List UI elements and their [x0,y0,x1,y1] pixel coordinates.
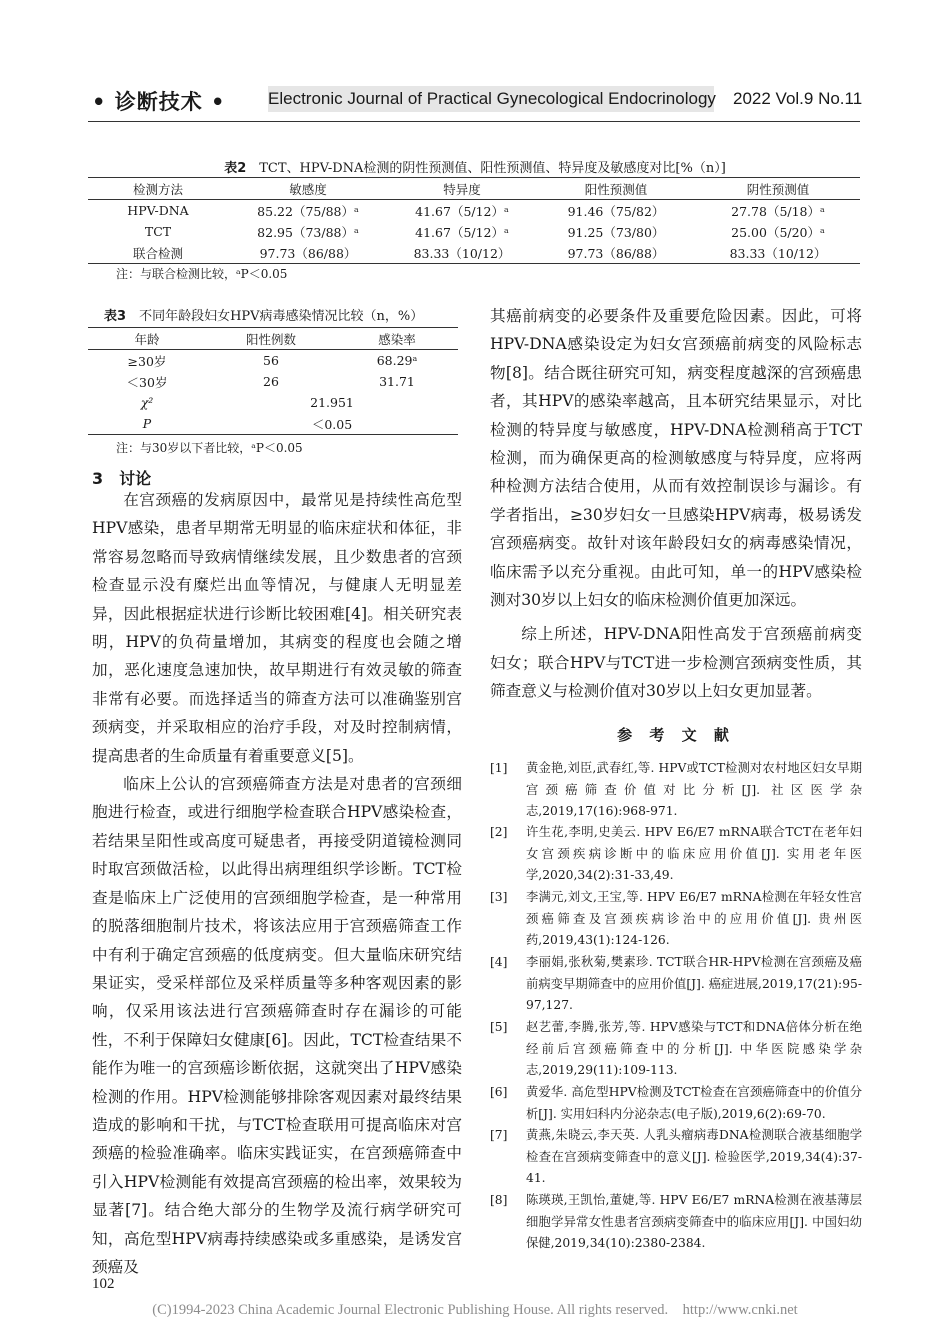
p-value: ＜0.05 [206,413,458,435]
table-cell: 97.73（86/88） [536,242,696,264]
section-heading: 3 讨论 [92,469,152,488]
issue-info: 2022 Vol.9 No.11 [733,89,863,108]
paragraph: 综上所述，HPV-DNA阳性高发于宫颈癌前病变妇女；联合HPV与TCT进一步检测宫颈病变性质，其筛查意义与检测价值对30岁以上妇女更加显著。 [490,625,862,701]
table-cell: 26 [263,374,279,389]
reference-item [490,1190,862,1255]
reference-number: [2] [490,825,508,839]
chi-label: χ² [140,395,154,410]
table-cell: 83.33（10/12） [388,242,536,264]
reference-text: 黄燕,朱晓云,李天英. 人乳头瘤病毒DNA检测联合液基细胞学检查在宫颈病变筛查中的意义[J]. 检验医学,2019,34(4):37-41. [526,1128,862,1185]
table-cell: 97.73（86/88） [228,242,388,264]
reference-text: 赵艺蕾,李腾,张芳,等. HPV感染与TCT和DNA倍体分析在绝经前后宫颈癌筛查中的分析[J]. 中华医院感染学杂志,2019,29(11):109-113. [526,1020,862,1077]
reference-number: [7] [490,1128,508,1142]
reference-number: [5] [490,1020,508,1034]
table-row [88,350,458,372]
table-cell: 41.67（5/12）ᵃ [415,203,509,219]
table-cell: 25.00（5/20）ᵃ [731,224,825,240]
reference-item [490,952,862,1017]
table-cell: 82.95（73/88）ᵃ [257,224,359,240]
table2 [88,177,860,264]
table3-label: 表3 [104,309,127,324]
reference-text: 李满元,刘文,王宝,等. HPV E6/E7 mRNA检测在年轻女性宫颈癌筛查及宫颈疾病诊治中的应用价值[J]. 贵州医药,2019,43(1):124-126. [526,890,862,947]
reference-item [490,758,862,823]
table-cell: ＜30岁 [126,374,168,390]
paragraph: 临床上公认的宫颈癌筛查方法是对患者的宫颈细胞进行检查，或进行细胞学检查联合HPV感染检查，若结果呈阳性或高度可疑患者，再接受阴道镜检测同时取宫颈做活检，以此得出病理组织学诊断。TCT检查是临床上广泛使用的宫颈细胞学检查，是一种常用的脱落细胞制片技术，将该法应用于宫颈癌筛查工作中有利于确定宫颈癌的低度病变。但大量临床研究结果证实，受采样部位及采样质量等多种客观因素的影响，仅采用该法进行宫颈癌筛查时存在漏诊的可能性，不利于保障妇女健康[6]。因此，TCT检查结果不能作为唯一的宫颈癌诊断依据，这就突出了HPV感染检测的作用。HPV检测能够排除客观因素对最终结果造成的影响和干扰，与TCT检查联用可提高临床对宫颈癌的检验准确率。临床实践证实，在宫颈癌筛查中引入HPV检测能有效提高宫颈癌的检出率，效果较为显著[7]。结合绝大部分的生物学及流行病学研究可知，高危型HPV病毒持续感染或多重感染，是诱发宫颈癌及 [92,775,462,1276]
table-row [88,371,458,392]
p-label: P [88,413,206,435]
table-cell: 83.33（10/12） [696,242,860,264]
header-rule [88,121,860,122]
reference-number: [6] [490,1085,508,1099]
table2-col-ppv: 阳性预测值 [536,178,696,200]
table-cell: 91.46（75/82） [567,203,665,219]
table3-header-row [88,328,458,350]
table-cell: 56 [263,353,279,368]
table2-label: 表2 [224,161,247,176]
table-row [88,200,860,222]
page-number: 102 [92,1276,115,1292]
table-cell: TCT [144,224,172,239]
reference-text: 李丽娟,张秋菊,樊素珍. TCT联合HR-HPV检测在宫颈癌及癌前病变早期筛查中的应用价值[J]. 癌症进展,2019,17(21):95-97,127. [526,955,862,1012]
paragraph: 在宫颈癌的发病原因中，最常见是持续性高危型HPV感染，患者早期常无明显的临床症状和体征，非常容易忽略而导致病情继续发展，且少数患者的宫颈检查显示没有糜烂出血等情况，与健康人无明显差异，因此根据症状进行诊断比较困难[4]。相关研究表明，HPV的负荷量增加，其病变的程度也会随之增加，恶化速度急速加快，故早期进行有效灵敏的筛查非常有必要。而选择适当的筛查方法可以准确鉴别宫颈病变，并采取相应的治疗手段，对及时控制病情，提高患者的生命质量有着重要意义[5]。 [92,491,462,765]
table3-caption [104,305,423,324]
reference-item [490,1125,862,1190]
reference-text: 陈瑛瑛,王凯怡,董婕,等. HPV E6/E7 mRNA检测在液基薄层细胞学异常女性患者宫颈病变筛查中的临床应用[J]. 中国妇幼保健,2019,34(10):2380-2384. [526,1193,862,1250]
table-cell: 31.71 [379,374,415,389]
table3-col-rate: 感染率 [336,328,458,350]
paragraph: 其癌前病变的必要条件及重要危险因素。因此，可将HPV-DNA感染设定为妇女宫颈癌前病变的风险标志物[8]。结合既往研究可知，病变程度越深的宫颈癌患者，其HPV的感染率越高，且本研究结果显示，对比检测的特异度与敏感度，HPV-DNA检测稍高于TCT检测，而为确保更高的检测敏感度与特异度，应将两种检测方法结合使用，从而有效控制误诊与漏诊。有学者指出，≥30岁妇女一旦感染HPV病毒，极易诱发宫颈癌病变。故针对该年龄段妇女的病毒感染情况，临床需予以充分重视。由此可知，单一的HPV感染检测对30岁以上妇女的临床检测价值更加深远。 [490,307,862,610]
table-cell: 41.67（5/12）ᵃ [415,224,509,240]
reference-number: [3] [490,890,508,904]
table-cell: 91.25（73/80） [567,224,665,240]
table2-caption [0,157,950,176]
references-title: 参 考 文 献 [617,726,735,744]
table-cell: 85.22（75/88）ᵃ [257,203,359,219]
table2-note: 注：与联合检测比较，ᵃP＜0.05 [116,267,288,281]
table-cell: 68.29ᵃ [376,353,418,368]
table2-caption-text: TCT、HPV-DNA检测的阴性预测值、阳性预测值、特异度及敏感度对比[%（n）] [259,161,726,176]
reference-number: [1] [490,761,508,775]
right-column [490,302,862,706]
reference-number: [4] [490,955,508,969]
table-row [88,242,860,264]
left-column [92,486,462,1281]
section-label: • 诊断技术 • [92,90,226,114]
table-row [88,413,458,435]
reference-item [490,887,862,952]
journal-title: Electronic Journal of Practical Gynecological Endocrinology [268,86,714,112]
reference-text: 黄金艳,刘臣,武春红,等. HPV或TCT检测对农村地区妇女早期宫颈癌筛查价值对比分析[J]. 社区医学杂志,2019,17(16):968-971. [526,761,862,818]
table2-col-specificity: 特异度 [388,178,536,200]
reference-item [490,1017,862,1082]
reference-item [490,822,862,887]
table2-col-method: 检测方法 [88,178,228,200]
table2-col-npv: 阴性预测值 [696,178,860,200]
table3-col-age: 年龄 [88,328,206,350]
table-cell: ≥30岁 [127,353,167,369]
table-row [88,221,860,242]
table-row [88,392,458,413]
table3-col-positive: 阳性例数 [206,328,336,350]
table3-note: 注：与30岁以下者比较，ᵃP＜0.05 [116,441,303,455]
table-cell: HPV-DNA [127,203,189,218]
table2-header-row [88,178,860,200]
chi-value: 21.951 [310,395,354,410]
reference-number: [8] [490,1193,508,1207]
reference-text: 黄爱华. 高危型HPV检测及TCT检查在宫颈癌筛查中的价值分析[J]. 实用妇科内分泌杂志(电子版),2019,6(2):69-70. [526,1085,862,1121]
table2-col-sensitivity: 敏感度 [228,178,388,200]
reference-text: 许生花,李明,史美云. HPV E6/E7 mRNA联合TCT在老年妇女宫颈疾病诊断中的临床应用价值[J]. 实用老年医学,2020,34(2):31-33,49. [526,825,862,882]
table-cell: 27.78（5/18）ᵃ [731,203,825,219]
table-cell: 联合检测 [88,242,228,264]
copyright-footer: (C)1994-2023 China Academic Journal Electronic Publishing House. All rights reserved. http://www.cnki.net [152,1302,798,1318]
table3 [88,327,458,435]
reference-item [490,1082,862,1125]
table3-caption-text: 不同年龄段妇女HPV病毒感染情况比较（n，%） [139,309,424,324]
